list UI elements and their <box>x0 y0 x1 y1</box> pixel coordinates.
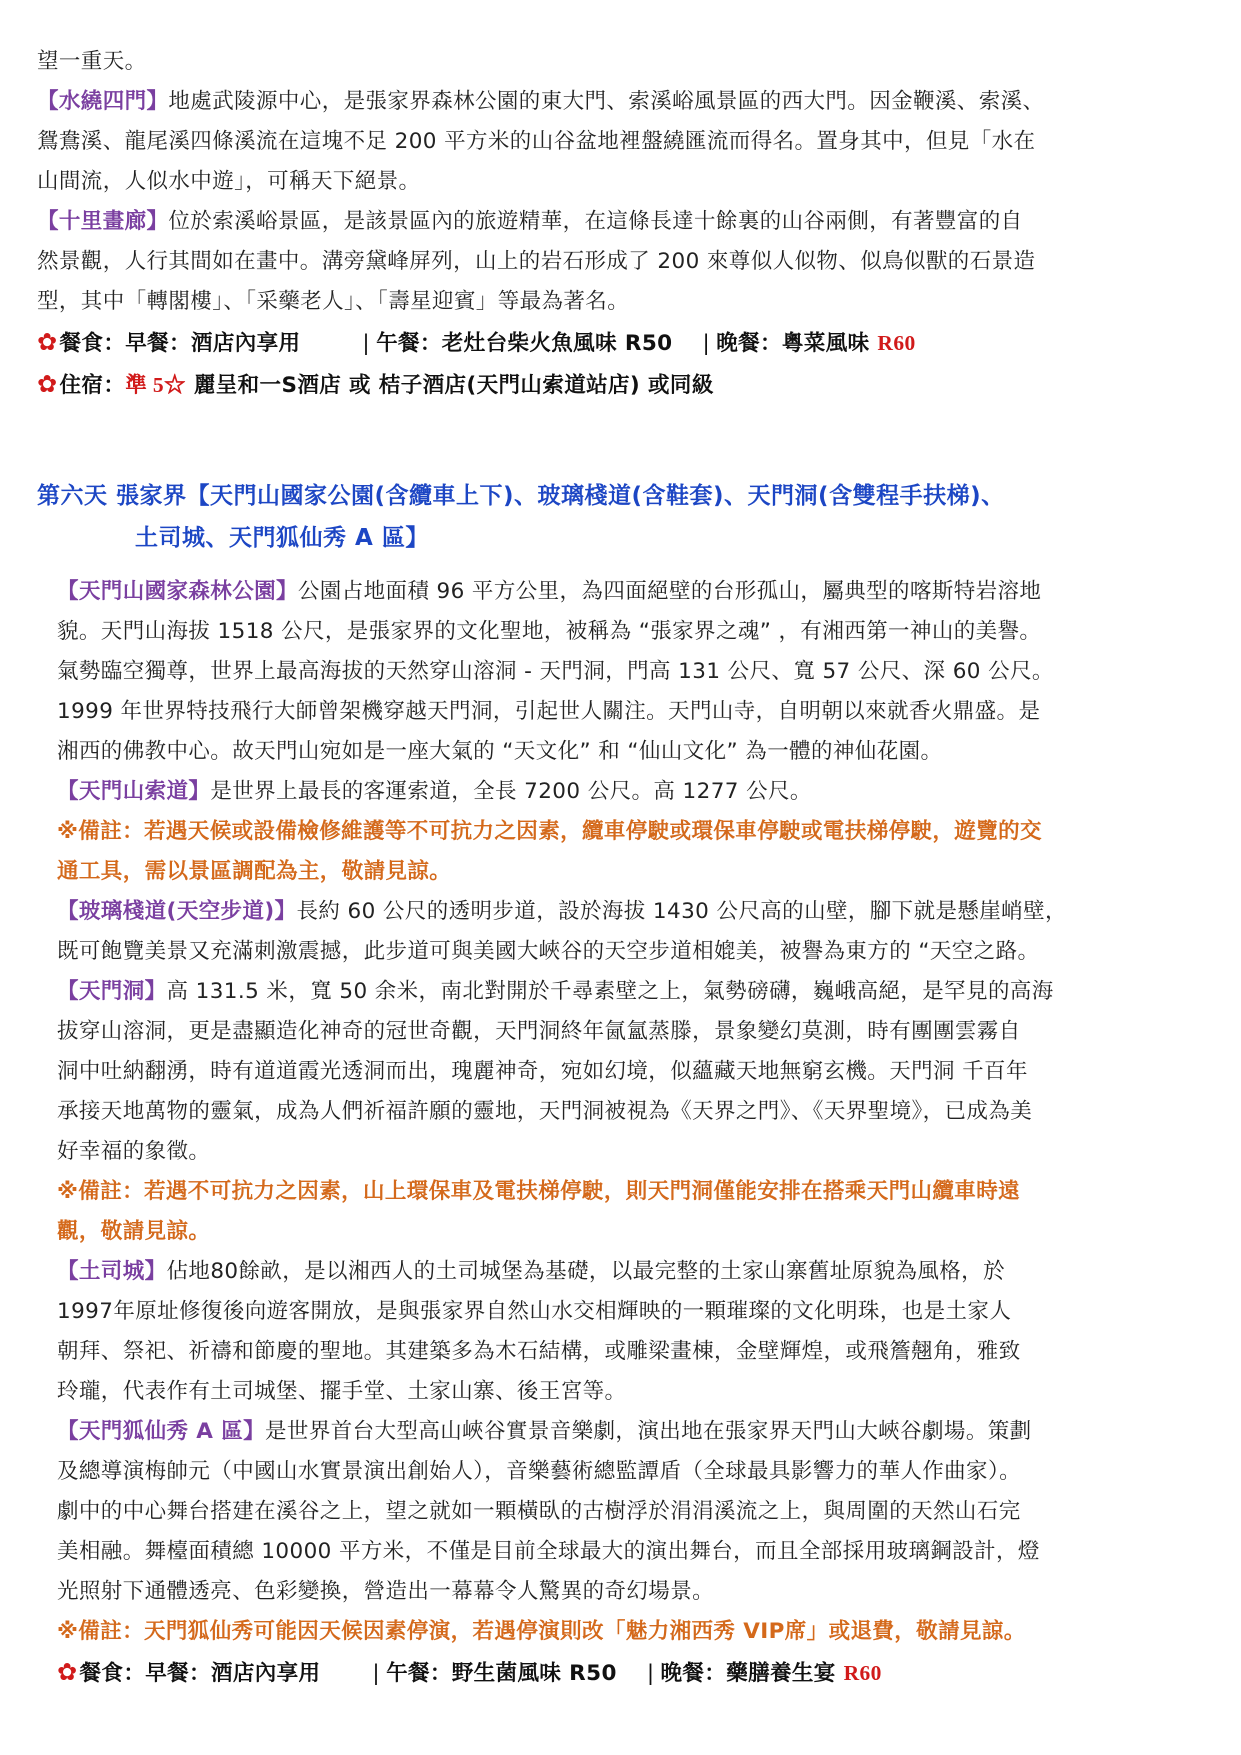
paragraph-line <box>57 1412 1067 1452</box>
day6-title-line1: 第六天 張家界【天門山國家公園(含纜車上下)、玻璃棧道(含鞋套)、天門洞(含雙程手扶梯)、 <box>37 483 1005 509</box>
text: 公園占地面積 96 平方公里，為四面絕壁的台形孤山，屬典型的喀斯特岩溶地 <box>297 579 1042 604</box>
meals-lunch: 午餐：老灶台柴火魚風味 R50 <box>376 331 673 356</box>
paragraph-line <box>37 202 1044 242</box>
paragraph-line: 1999 年世界特技飛行大師曾架機穿越天門洞，引起世人關注。天門山寺，自明朝以來就香火鼎盛。是 <box>57 699 1041 724</box>
paragraph-line: 玲瓏，代表作有土司城堡、擺手堂、土家山寨、後王宮等。 <box>57 1379 627 1404</box>
hotel-rating: 準 5☆ <box>125 373 186 397</box>
meals-line <box>37 322 1044 364</box>
paragraph-line: 好幸福的象徵。 <box>57 1139 211 1164</box>
paragraph-line <box>37 82 1044 122</box>
flower-icon: ✿ <box>37 370 58 398</box>
paragraph-line: 然景觀，人行其間如在畫中。溝旁黛峰屏列，山上的岩石形成了 200 來尊似人似物、似鳥似獸的石景造 <box>37 249 1036 274</box>
attraction-tag: 【天門洞】 <box>57 979 167 1004</box>
text: 是世界首台大型高山峽谷實景音樂劇，演出地在張家界天門山大峽谷劇場。策劃 <box>265 1419 1032 1444</box>
note-line: ※備註：若遇不可抗力之因素，山上環保車及電扶梯停駛，則天門洞僅能安排在搭乘天門山纜車時遠 <box>57 1179 1021 1204</box>
paragraph-line <box>57 892 1067 932</box>
paragraph-line: 美相融。舞檯面積總 10000 平方米，不僅是目前全球最大的演出舞台，而且全部採用玻璃鋼設計，燈 <box>57 1539 1040 1564</box>
hotel-label: 住宿： <box>59 373 126 398</box>
paragraph-line <box>57 572 1067 612</box>
paragraph-line: 湘西的佛教中心。故天門山宛如是一座大氣的 “天文化” 和 “仙山文化” 為一體的神仙花園。 <box>57 739 943 764</box>
separator: | <box>646 1661 655 1686</box>
meals-dinner: 晚餐：粵菜風味 <box>716 331 870 356</box>
separator: | <box>362 331 371 356</box>
flower-icon: ✿ <box>57 1658 78 1686</box>
note-line: ※備註：天門狐仙秀可能因天候因素停演，若遇停演則改「魅力湘西秀 VIP席」或退費，敬請見諒。 <box>57 1619 1026 1644</box>
text: 是世界上最長的客運索道，全長 7200 公尺。高 1277 公尺。 <box>210 779 812 804</box>
text: 位於索溪峪景區，是該景區內的旅遊精華，在這條長達十餘裏的山谷兩側，有著豐富的自 <box>168 209 1023 234</box>
meals-lunch: 午餐：野生菌風味 R50 <box>386 1661 617 1686</box>
paragraph-line: 氣勢臨空獨尊，世界上最高海拔的天然穿山溶洞 - 天門洞，門高 131 公尺、寬 57 公尺、深 60 公尺。 <box>57 659 1054 684</box>
attraction-tag: 【水繞四門】 <box>37 89 169 114</box>
paragraph-line: 既可飽覽美景又充滿刺激震撼，此步道可與美國大峽谷的天空步道相媲美，被譽為東方的 “天空之路。 <box>57 939 1040 964</box>
text: 地處武陵源中心，是張家界森林公園的東大門、索溪峪風景區的西大門。因金鞭溪、索溪、 <box>168 89 1045 114</box>
hotel-line <box>37 364 1044 406</box>
attraction-tag: 【土司城】 <box>57 1259 167 1284</box>
paragraph-line: 拔穿山溶洞，更是盡顯造化神奇的冠世奇觀，天門洞終年氤氳蒸滕，景象變幻莫測，時有團團雲霧自 <box>57 1019 1021 1044</box>
paragraph-line: 光照射下通體透亮、色彩變換，營造出一幕幕令人驚異的奇幻場景。 <box>57 1579 715 1604</box>
meals-breakfast: 餐食：早餐：酒店內享用 <box>59 331 301 356</box>
attraction-tag: 【玻璃棧道(天空步道)】 <box>57 899 297 924</box>
attraction-tag: 【天門山國家森林公園】 <box>57 579 298 604</box>
paragraph-line: 型，其中「轉閣樓」、「采藥老人」、「壽星迎賓」等最為著名。 <box>37 289 630 314</box>
paragraph-line: 1997年原址修復後向遊客開放，是與張家界自然山水交相輝映的一顆璀璨的文化明珠，也是土家人 <box>57 1299 1012 1324</box>
paragraph-line: 洞中吐納翻湧，時有道道霞光透洞而出，瑰麗神奇，宛如幻境，似蘊藏天地無窮玄機。天門洞 千百年 <box>57 1059 1028 1084</box>
meals-dinner: 晚餐：藥膳養生宴 <box>660 1661 836 1686</box>
separator: | <box>702 331 711 356</box>
attraction-tag: 【天門狐仙秀 A 區】 <box>57 1419 266 1444</box>
note-line: 觀，敬請見諒。 <box>57 1219 211 1244</box>
separator: | <box>372 1661 381 1686</box>
attraction-tag: 【十里畫廊】 <box>37 209 169 234</box>
paragraph-line: 及總導演梅帥元（中國山水實景演出創始人），音樂藝術總監譚盾（全球最具影響力的華人作曲家）。 <box>57 1459 1022 1484</box>
paragraph-line: 承接天地萬物的靈氣，成為人們祈福許願的靈地，天門洞被視為《天界之門》、《天界聖境》，已成為美 <box>57 1099 1033 1124</box>
dinner-price: R60 <box>877 331 916 355</box>
day6-text-block <box>57 572 1067 1694</box>
hotel-name: 麗呈和一S酒店 或 桔子酒店(天門山索道站店) 或同級 <box>185 373 714 398</box>
attraction-tag: 【天門山索道】 <box>57 779 211 804</box>
flower-icon: ✿ <box>37 328 58 356</box>
note-line: 通工具，需以景區調配為主，敬請見諒。 <box>57 859 452 884</box>
paragraph-line <box>57 972 1067 1012</box>
paragraph-line: 朝拜、祭祀、祈禱和節慶的聖地。其建築多為木石結構，或雕梁畫棟，金壁輝煌，或飛簷翹角，雅致 <box>57 1339 1021 1364</box>
dinner-price: R60 <box>843 1661 882 1685</box>
text: 佔地80餘畝，是以湘西人的土司城堡為基礎，以最完整的土家山寨舊址原貌為風格，於 <box>166 1259 1005 1284</box>
continuation-line: 望一重天。 <box>37 49 147 74</box>
paragraph-line: 山間流，人似水中遊」，可稱天下絕景。 <box>37 169 421 194</box>
paragraph-line: 劇中的中心舞台搭建在溪谷之上，望之就如一顆橫臥的古樹浮於涓涓溪流之上，與周圍的天然山石完 <box>57 1499 1021 1524</box>
text: 長約 60 公尺的透明步道，設於海拔 1430 公尺高的山壁，腳下就是懸崖峭壁， <box>296 899 1067 924</box>
note-line: ※備註：若遇天候或設備檢修維護等不可抗力之因素，纜車停駛或環保車停駛或電扶梯停駛，遊覽的交 <box>57 819 1042 844</box>
meals-line <box>57 1652 1067 1694</box>
paragraph-line <box>57 1252 1067 1292</box>
paragraph-line <box>57 772 1067 812</box>
paragraph-line: 鴛鴦溪、龍尾溪四條溪流在這塊不足 200 平方米的山谷盆地裡盤繞匯流而得名。置身其中，但見「水在 <box>37 129 1036 154</box>
day5-text-block <box>37 42 1044 406</box>
text: 高 131.5 米，寬 50 余米，南北對開於千尋素壁之上，氣勢磅礴，巍峨高絕，是罕見的高海 <box>166 979 1054 1004</box>
paragraph-line: 貌。天門山海拔 1518 公尺，是張家界的文化聖地，被稱為 “張家界之魂” ，有湘西第一神山的美譽。 <box>57 619 1042 644</box>
meals-breakfast: 餐食：早餐：酒店內享用 <box>79 1661 321 1686</box>
day6-title-line2: 土司城、天門狐仙秀 A 區】 <box>135 525 429 551</box>
